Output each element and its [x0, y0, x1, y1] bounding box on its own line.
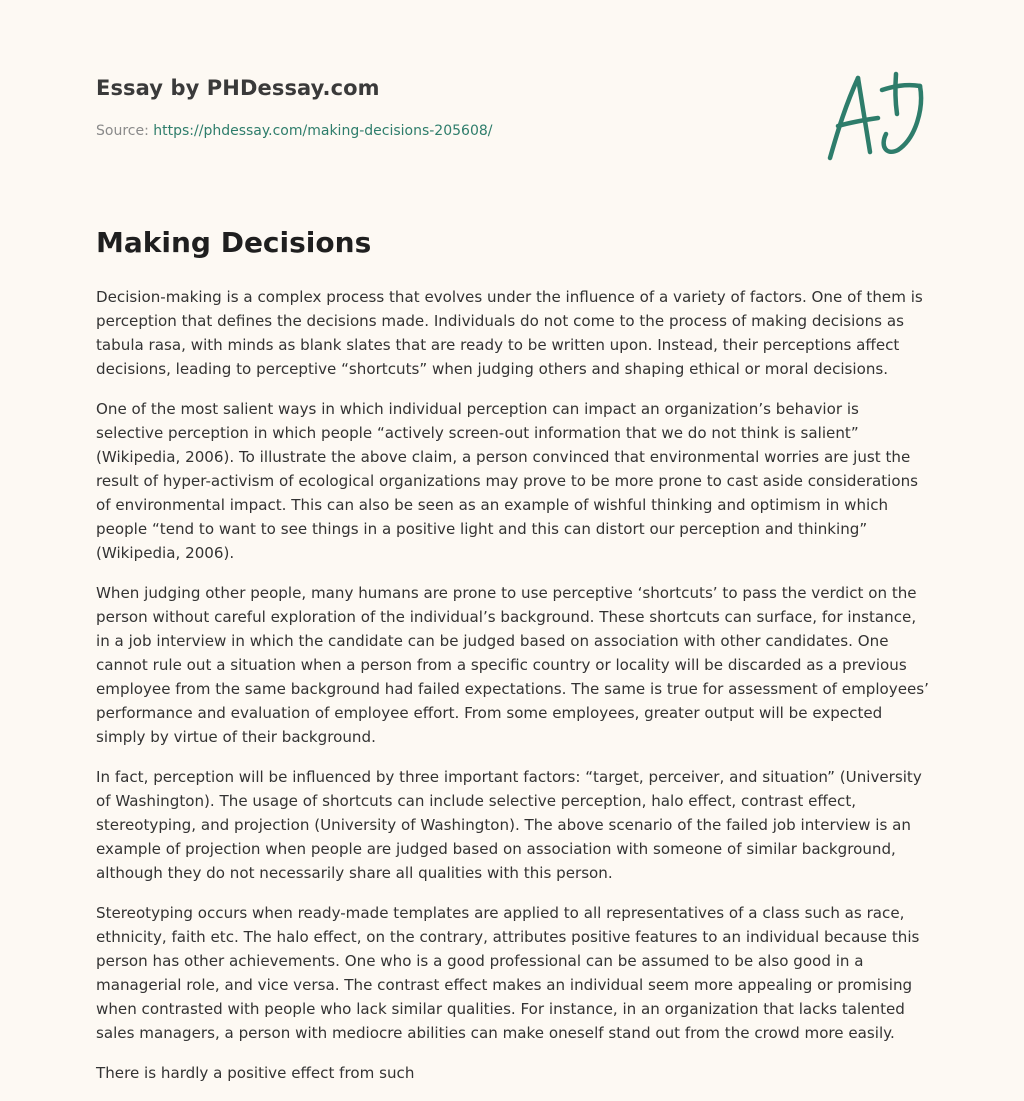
- essay-paragraph: Decision-making is a complex process that evolves under the influence of a variety of factors. One of them is perception that defines the decisions made. Individuals do not come to the process of making decisions as tabula rasa, with minds as blank slates that are ready to be written upon. Instead, their perceptions affect decisions, leading to perceptive “shortcuts” when judging others and shaping ethical or moral decisions.: [96, 288, 923, 378]
- a-plus-logo-icon: [824, 68, 928, 164]
- source-line: [96, 123, 492, 139]
- essay-paragraph: One of the most salient ways in which individual perception can impact an organization’s behavior is selective perception in which people “actively screen-out information that we do not think is salient” (Wikipedia, 2006). To illustrate the above claim, a person convinced that environmental worries are just the result of hyper-activism of ecological organizations may prove to be more prone to cast aside considerations of environmental impact. This can also be seen as an example of wishful thinking and optimism in which people “tend to want to see things in a positive light and this can distort our perception and thinking” (Wikipedia, 2006).: [96, 400, 919, 562]
- essay-paragraph: When judging other people, many humans are prone to use perceptive ‘shortcuts’ to pass the verdict on the person without careful exploration of the individual’s background. These shortcuts can surface, for instance, in a job interview in which the candidate can be judged based on association with other candidates. One cannot rule out a situation when a person from a specific country or locality will be discarded as a previous employee from the same background had failed expectations. The same is true for assessment of employees’ performance and evaluation of employee effort. From some employees, greater output will be expected simply by virtue of their background.: [96, 584, 929, 746]
- source-link[interactable]: https://phdessay.com/making-decisions-205608/: [153, 123, 493, 139]
- essay-paragraph: In fact, perception will be influenced by three important factors: “target, perceiver, and situation” (University of Washington). The usage of shortcuts can include selective perception, halo effect, contrast effect, stereotyping, and projection (University of Washington). The above scenario of the failed job interview is an example of projection when people are judged based on association with someone of similar background, although they do not necessarily share all qualities with this person.: [96, 768, 922, 882]
- source-label: Source:: [96, 123, 149, 139]
- site-brand: Essay by PHDessay.com: [96, 76, 380, 100]
- essay-paragraph: Stereotyping occurs when ready-made templates are applied to all representatives of a class such as race, ethnicity, faith etc. The halo effect, on the contrary, attributes positive features to an individual because this person has other achievements. One who is a good professional can be assumed to be also good in a managerial role, and vice versa. The contrast effect makes an individual seem more appealing or promising when contrasted with people who lack similar qualities. For instance, in an organization that lacks talented sales managers, a person with mediocre abilities can make oneself stand out from the crowd more easily.: [96, 904, 920, 1042]
- essay-paragraph: There is hardly a positive effect from such: [96, 1064, 415, 1082]
- essay-title: Making Decisions: [96, 226, 372, 259]
- essay-body: [96, 285, 930, 1101]
